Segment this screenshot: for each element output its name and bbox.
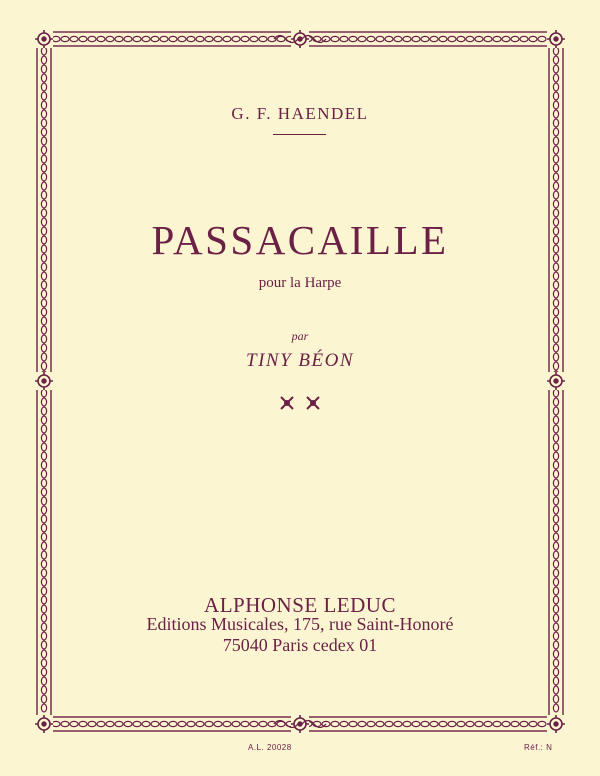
reference-code: Réf.: N [524, 743, 553, 752]
double-star-ornament-icon [0, 394, 600, 412]
publisher-name: ALPHONSE LEDUC [204, 593, 396, 617]
work-title: PASSACAILLE [151, 217, 449, 263]
composer-name: G. F. HAENDEL [231, 104, 369, 123]
arranger-name: TINY BÉON [246, 350, 354, 371]
publisher-address-line2: 75040 Paris cedex 01 [222, 635, 378, 655]
publisher-address-line1: Editions Musicales, 175, rue Saint-Honoré [146, 614, 454, 634]
by-label: par [291, 329, 309, 343]
catalog-number: A.L. 20028 [248, 743, 292, 752]
title-divider [273, 134, 326, 135]
work-subtitle: pour la Harpe [258, 275, 342, 291]
